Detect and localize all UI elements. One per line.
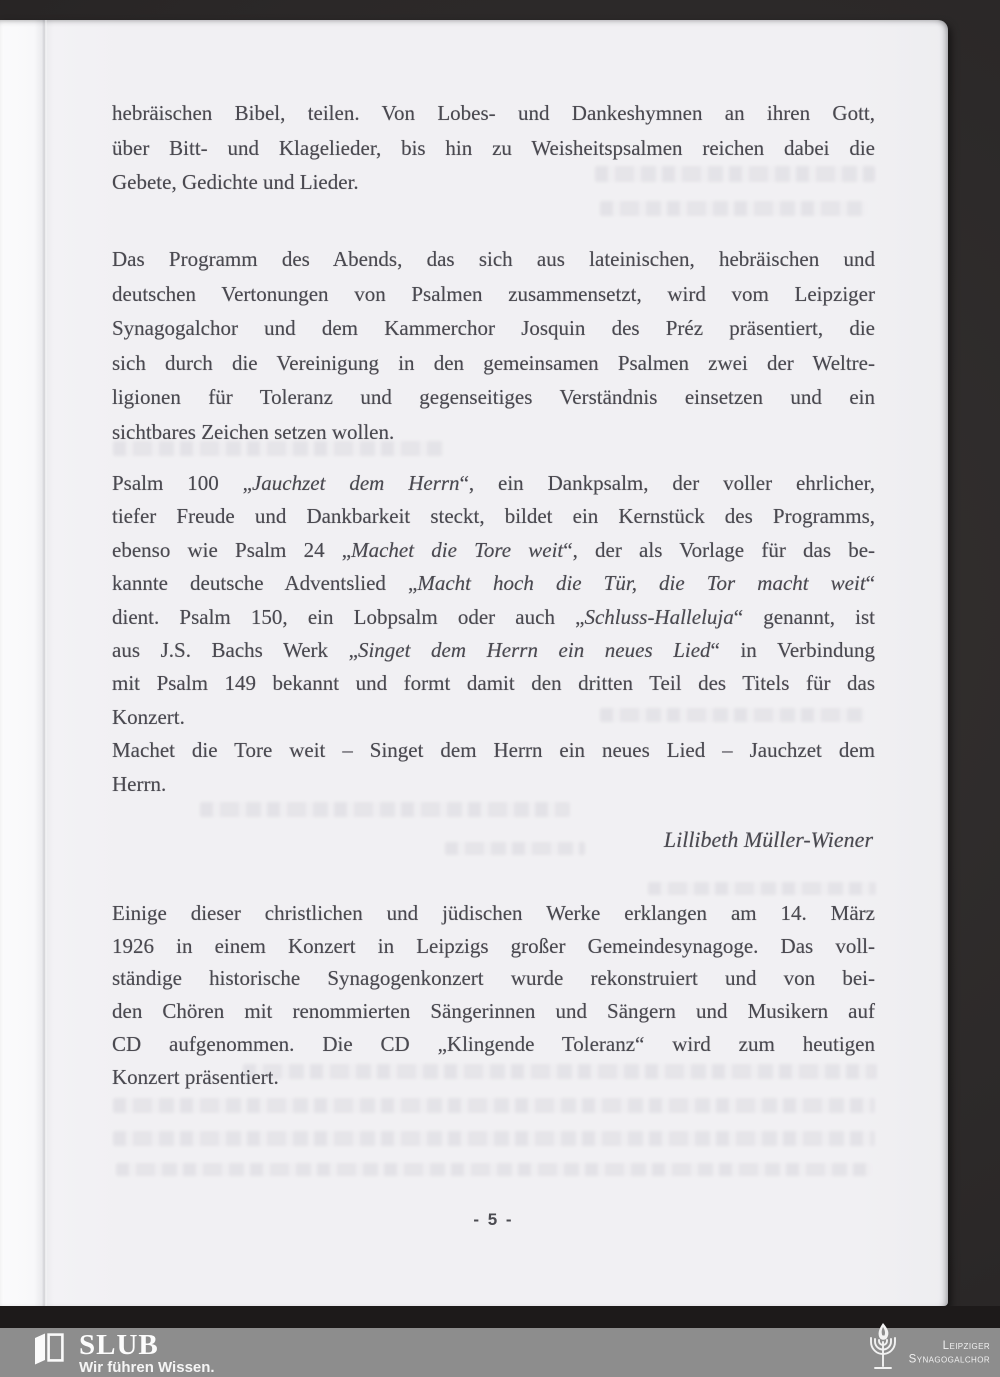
choir-name-line1: Leipziger — [942, 1338, 990, 1352]
bleed-through-text — [600, 201, 868, 216]
slub-name: SLUB — [79, 1329, 159, 1361]
paragraph-program-description: Das Programm des Abends, das sich aus lateinischen, hebräischen und deutschen Vertonungen von Psalmen zusammensetzt, wird vom Leipziger Synagogalchor und dem Kammerchor Josquin des Préz präsentiert, die sich durch die Vereinigung in den gemeinsamen Psalmen zwei der Weltre- ligionen für Toleranz und gegenseitiges Verständnis einsetzen und ein sichtbares Zeichen setzen wollen. — [112, 247, 875, 444]
menorah-icon — [864, 1322, 902, 1377]
paragraph-historic-concert: Einige dieser christlichen und jüdischen Werke erklangen am 14. März 1926 in einem Konzert in Leipzigs großer Gemeindesynagoge. Das voll- ständige historische Synagogenkonzert wurde rekonstruiert und von bei- den Chören mit renommierten Sängerinnen und Sängern und Musikern auf CD aufgenommen. Die CD „Klingende Toleranz“ wird zum heutigen Konzert präsentiert. — [112, 901, 875, 1089]
book-page — [0, 20, 948, 1306]
bleed-through-text — [243, 1064, 877, 1079]
bleed-through-text — [595, 166, 875, 182]
choir-name-line2: Synagogalchor — [908, 1352, 990, 1366]
author-signature: Lillibeth Müller-Wiener — [663, 827, 873, 852]
bleed-through-text — [116, 1163, 872, 1176]
synagogalchor-logo — [864, 1328, 990, 1377]
slub-logo-text — [79, 1329, 215, 1376]
bleed-through-text — [200, 802, 570, 817]
page-fold-crease — [42, 20, 47, 1306]
slub-book-icon — [34, 1332, 64, 1371]
scan-separator-band — [0, 1306, 1000, 1328]
slub-logo — [34, 1329, 215, 1376]
bleed-through-text — [113, 1131, 875, 1146]
bleed-through-text — [445, 842, 585, 855]
library-footer-bar — [0, 1328, 1000, 1377]
bleed-through-text — [600, 708, 865, 722]
paragraph-psalms-intro: hebräischen Bibel, teilen. Von Lobes- und Dankeshymnen an ihren Gott, über Bitt- und Klagelieder, bis hin zu Weisheitspsalmen reichen dabei die Gebete, Gedichte und Lieder. — [112, 101, 875, 194]
page-number: - 5 - — [473, 1210, 514, 1229]
bleed-through-text — [648, 882, 876, 895]
paragraph-psalm-details: Psalm 100 „Jauchzet dem Herrn“, ein Dankpsalm, der voller ehrlicher, tiefer Freude und Dankbarkeit steckt, bildet ein Kernstück des Programms, ebenso wie Psalm 24 „Machet die Tore weit“, der als Vorlage für das be- kannte deutsche Adventslied „Macht hoch die Tür, die Tor macht weit“ dient. Psalm 150, ein Lobpsalm oder auch „Schluss-Halleluja“ genannt, ist aus J.S. Bachs Werk „Singet dem Herrn ein neues Lied“ in Verbindung mit Psalm 149 bekannt und formt damit den dritten Teil des Titels für das Konzert. Machet die Tore weit – Singet dem Herrn ein neues Lied – Jauchzet dem Herrn. — [112, 471, 876, 796]
synagogalchor-logo-text — [909, 1339, 990, 1366]
bleed-through-text — [113, 441, 443, 456]
slub-tagline: Wir führen Wissen. — [79, 1359, 215, 1376]
bleed-through-text — [113, 1098, 875, 1113]
